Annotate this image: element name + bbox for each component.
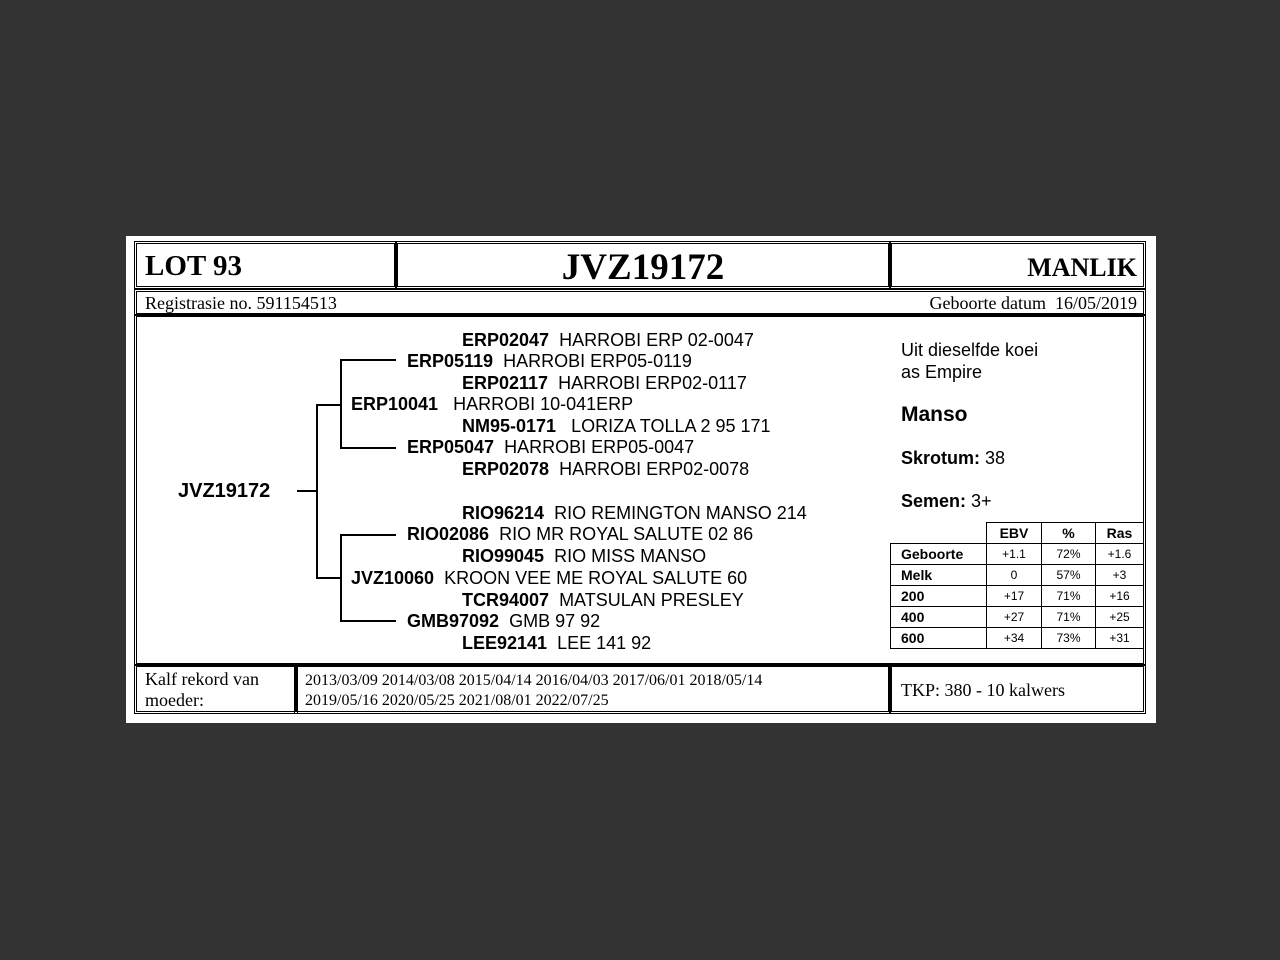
pedigree-sire: ERP10041 HARROBI 10-041ERP <box>351 394 634 414</box>
pedigree-sire-sire-sire: ERP02047 HARROBI ERP 02-0047 <box>462 330 754 350</box>
pedigree-dam-sire-sire: RIO96214 RIO REMINGTON MANSO 214 <box>462 503 807 523</box>
sex-box <box>889 241 1146 289</box>
ebv-breed-avg: +16 <box>1096 586 1144 607</box>
tree-connector <box>340 359 342 449</box>
animal-id-title: JVZ19172 <box>561 247 725 288</box>
animal-card <box>126 236 1156 723</box>
tkp-value: TKP: 380 - 10 kalwers <box>901 680 1065 700</box>
calf-label-line-1: Kalf rekord van <box>145 669 259 689</box>
tree-connector <box>340 534 396 536</box>
note-line-2: as Empire <box>901 362 983 382</box>
ebv-value: +1.1 <box>987 544 1042 565</box>
ebv-value: +27 <box>987 607 1042 628</box>
ebv-accuracy: 71% <box>1042 607 1096 628</box>
calf-label-box <box>134 664 298 714</box>
pedigree-sire-dam-sire: NM95-0171 LORIZA TOLLA 2 95 171 <box>462 416 771 436</box>
pedigree-sire-sire: ERP05119 HARROBI ERP05-0119 <box>407 351 692 371</box>
registration-box <box>134 289 1146 316</box>
lot-number: LOT 93 <box>145 250 242 282</box>
tree-connector <box>316 404 318 579</box>
pedigree-sire-sire-dam: ERP02117 HARROBI ERP02-0117 <box>462 373 747 393</box>
ebv-accuracy: 73% <box>1042 628 1096 649</box>
ebv-row-label: 200 <box>891 586 987 607</box>
ebv-table <box>890 522 1144 649</box>
ebv-accuracy: 57% <box>1042 565 1096 586</box>
pedigree-dam-dam-dam: LEE92141 LEE 141 92 <box>462 633 652 653</box>
pedigree-dam-dam-sire: TCR94007 MATSULAN PRESLEY <box>462 590 744 610</box>
pedigree-sire-dam: ERP05047 HARROBI ERP05-0047 <box>407 437 695 457</box>
calf-dates-line-2: 2019/05/16 2020/05/25 2021/08/01 2022/07/25 <box>305 692 609 709</box>
sex-label: MANLIK <box>1027 253 1137 282</box>
scrotum: Skrotum: 38 <box>901 448 1006 468</box>
ebv-breed-avg: +25 <box>1096 607 1144 628</box>
ebv-breed-avg: +1.6 <box>1096 544 1144 565</box>
ebv-header-row <box>891 523 1144 544</box>
pedigree-dam-dam: GMB97092 GMB 97 92 <box>407 611 601 631</box>
ebv-row <box>891 565 1144 586</box>
ebv-row <box>891 586 1144 607</box>
tkp-box <box>889 664 1146 714</box>
calf-dates-box <box>294 664 891 714</box>
tree-connector <box>340 534 342 622</box>
tree-connector <box>340 359 396 361</box>
ebv-accuracy: 72% <box>1042 544 1096 565</box>
semen: Semen: 3+ <box>901 491 992 511</box>
tree-connector <box>316 404 342 406</box>
tree-connector <box>340 447 396 449</box>
lot-box <box>134 241 397 289</box>
calf-label-line-2: moeder: <box>145 690 204 710</box>
birth-date: Geboorte datum 16/05/2019 <box>929 293 1137 313</box>
ebv-value: 0 <box>987 565 1042 586</box>
ebv-row <box>891 607 1144 628</box>
ebv-row-label: 600 <box>891 628 987 649</box>
registration-no: Registrasie no. 591154513 <box>145 293 337 313</box>
ebv-header-ebv: EBV <box>987 523 1042 544</box>
ebv-row-label: Geboorte <box>891 544 987 565</box>
tree-connector <box>316 577 342 579</box>
pedigree-sire-dam-dam: ERP02078 HARROBI ERP02-0078 <box>462 459 750 479</box>
ebv-row-label: Melk <box>891 565 987 586</box>
pedigree-dam-sire: RIO02086 RIO MR ROYAL SALUTE 02 86 <box>407 524 754 544</box>
ebv-row-label: 400 <box>891 607 987 628</box>
pedigree-animal: JVZ19172 <box>178 480 271 502</box>
pedigree-dam-sire-dam: RIO99045 RIO MISS MANSO <box>462 546 707 566</box>
ebv-breed-avg: +31 <box>1096 628 1144 649</box>
tree-connector <box>297 490 317 492</box>
ebv-row <box>891 628 1144 649</box>
calf-dates-line-1: 2013/03/09 2014/03/08 2015/04/14 2016/04/03 2017/06/01 2018/05/14 <box>305 672 763 689</box>
tree-connector <box>340 620 396 622</box>
ebv-row <box>891 544 1144 565</box>
note-line-1: Uit dieselfde koei <box>901 340 1039 360</box>
pedigree-dam: JVZ10060 KROON VEE ME ROYAL SALUTE 60 <box>351 568 748 588</box>
animal-id-box <box>395 241 891 289</box>
ebv-breed-avg: +3 <box>1096 565 1144 586</box>
ebv-accuracy: 71% <box>1042 586 1096 607</box>
ebv-header-pct: % <box>1042 523 1096 544</box>
ebv-header-blank <box>891 523 987 544</box>
ebv-value: +17 <box>987 586 1042 607</box>
animal-name: Manso <box>901 403 968 426</box>
ebv-header-ras: Ras <box>1096 523 1144 544</box>
ebv-value: +34 <box>987 628 1042 649</box>
